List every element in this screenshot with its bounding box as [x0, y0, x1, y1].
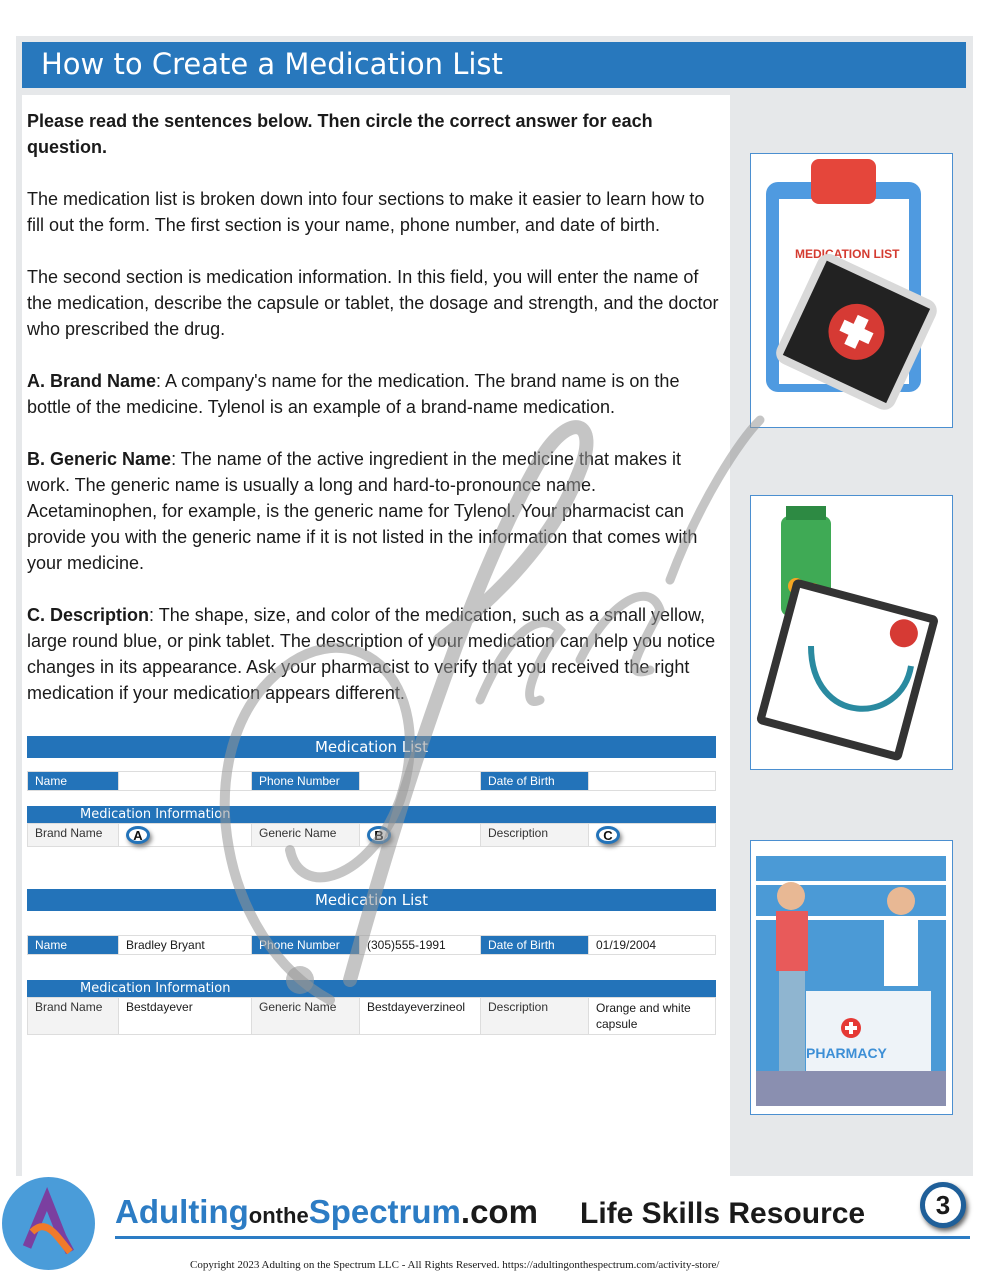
pharmacy-illustration [750, 840, 953, 1115]
pharmacy-label: PHARMACY [806, 1045, 887, 1061]
brand-d: .com [460, 1193, 538, 1230]
definition-generic [27, 446, 723, 576]
phone-field [360, 772, 481, 790]
generic-value: Bestdayeverzineol [360, 998, 481, 1034]
dob-field [589, 772, 715, 790]
form-filled-personal-row [27, 935, 716, 955]
brand-a: Adulting [115, 1193, 249, 1230]
phone-value: (305)555-1991 [360, 936, 481, 954]
copyright: Copyright 2023 Adulting on the Spectrum LLC - All Rights Reserved. https://adultingonthespectrum.com/activity-store/ [190, 1259, 720, 1271]
brand-label: Brand Name [28, 824, 119, 846]
marker-c: C [596, 826, 620, 844]
generic-label: Generic Name [252, 824, 360, 846]
phone-label: Phone Number [252, 772, 360, 790]
name-label: Name [28, 772, 119, 790]
marker-b: B [367, 826, 391, 844]
brand-c: Spectrum [308, 1193, 461, 1230]
form-blank-med-row [27, 823, 716, 847]
form-blank-title: Medication List [27, 736, 716, 758]
page-title: How to Create a Medication List [22, 42, 966, 88]
dob-value: 01/19/2004 [596, 938, 657, 952]
description-value: Orange and white capsule [596, 1001, 691, 1031]
description-label: Description [481, 998, 589, 1034]
term: B. Generic Name [27, 449, 172, 469]
brand-field [119, 824, 252, 846]
tagline: Life Skills Resource [580, 1197, 866, 1230]
definition-description [27, 602, 723, 706]
def-text: : The shape, size, and color of the medication, such as a small yellow, large round blue, or pink tablet. The description of your medication can help you notice changes in its appearance. Ask your pharmacist to verify that you received the right medication if your medication appears different. [27, 605, 716, 703]
form-filled-section: Medication Information [27, 980, 716, 997]
form-blank-section: Medication Information [27, 806, 716, 823]
generic-field [360, 824, 481, 846]
generic-label: Generic Name [252, 998, 360, 1034]
phone-label: Phone Number [252, 936, 360, 954]
brand-wordmark [115, 1193, 538, 1231]
dob-label: Date of Birth [481, 936, 589, 954]
marker-a: A [126, 826, 150, 844]
clipboard-stethoscope-illustration [750, 495, 953, 770]
paragraph-medication-info: The second section is medication information. In this field, you will enter the name of the medication, describe the capsule or tablet, the dosage and strength, and the doctor who prescribed the drug. [27, 267, 719, 339]
brand-value: Bestdayever [119, 998, 252, 1034]
description-field [589, 824, 715, 846]
form-filled-med-row [27, 997, 716, 1035]
form-blank-personal-row [27, 771, 716, 791]
brand-label: Brand Name [28, 998, 119, 1034]
dob-label: Date of Birth [481, 772, 589, 790]
name-field [119, 772, 252, 790]
footer-divider [115, 1236, 970, 1239]
brand-b: onthe [248, 1203, 309, 1228]
def-text: : A company's name for the medication. The brand name is on the bottle of the medicine. Tylenol is an example of a brand-name medication. [27, 371, 680, 417]
definition-brand [27, 368, 723, 420]
term: A. Brand Name [27, 371, 157, 391]
description-label: Description [481, 824, 589, 846]
paragraph-sections: The medication list is broken down into four sections to make it easier to learn how to fill out the form. The first section is your name, phone number, and date of birth. [27, 189, 705, 235]
logo-icon [2, 1177, 95, 1270]
main-column [27, 108, 723, 1035]
name-label: Name [28, 936, 119, 954]
page-number: 3 [920, 1182, 966, 1228]
clipboard-label: MEDICATION LIST [795, 247, 900, 261]
form-filled-title: Medication List [27, 889, 716, 911]
name-value: Bradley Bryant [119, 936, 252, 954]
instructions: Please read the sentences below. Then circle the correct answer for each question. [27, 111, 653, 157]
medication-list-illustration [750, 153, 953, 428]
def-text: : The name of the active ingredient in the medicine that makes it work. The generic name is usually a long and hard-to-pronounce name. Acetaminophen, for example, is the generic name for Tylenol. Your pharmacist can provide you with the generic name if it is not listed in the information that comes with your medicine. [27, 449, 698, 573]
term: C. Description [27, 605, 150, 625]
